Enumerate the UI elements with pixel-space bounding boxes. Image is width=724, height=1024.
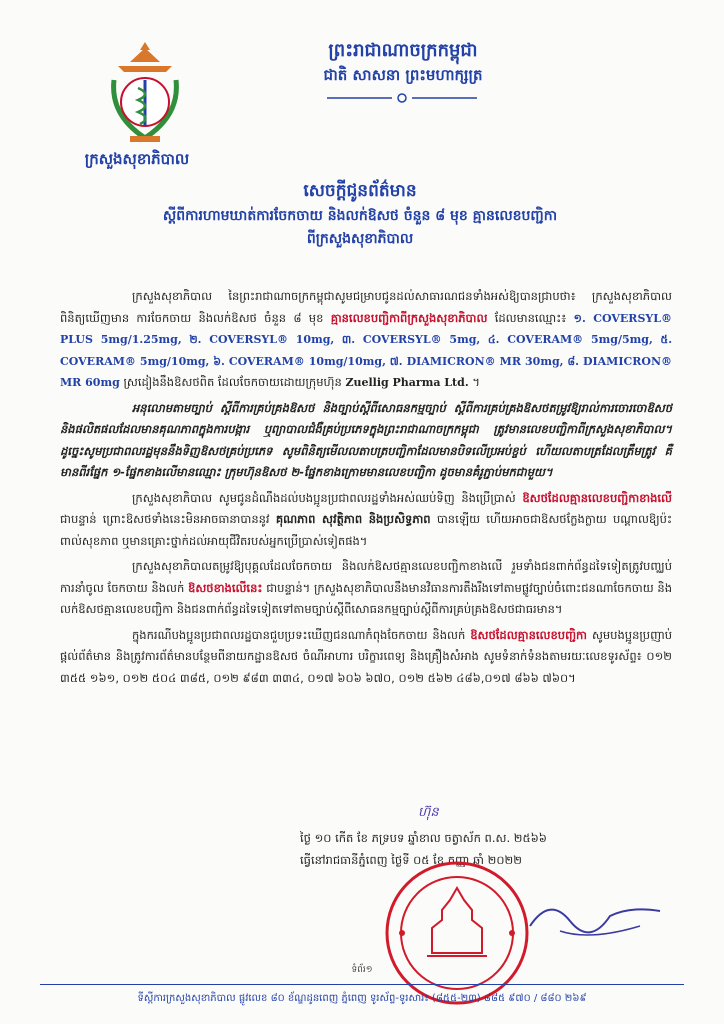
ornament-divider — [322, 92, 482, 104]
product-8: ៨. DIAMICRON® MR 60mg — [60, 354, 673, 389]
lunar-date: ថ្ងៃ ១០ កើត ខែ ភទ្របទ ឆ្នាំខាល ចត្វាស័ក ព.ស. ២៥៦៦ — [300, 831, 547, 845]
paragraph-5: ក្នុងករណីបងប្អូនប្រជាពលរដ្ឋបានជួបប្រទះឃើញជនណាកំពុងចែកចាយ និងលក់ ឱសថដែលគ្មានលេខបញ្ជិកា សូមបងប្អូនប្រញាប់ផ្តល់ព័ត៌មាន និងត្រូវការព័ត៌មានបន្ថែមពីនាយកដ្ឋានឱសថ ចំណីអាហារ បរិក្ខារពេទ្យ និងគ្រឿងសំអាង សូមទំនាក់ទំនងតាមរយៈលេខទូរស័ព្ទ៖ ០១២ ៣៥៥ ១៦១, ០១២ ៥០៤ ៣៨៥, ០១២ ៩៨៣ ៣៣៤, ០១៧ ៦០៦ ៦៧០, ០១២ ៥៦២ ៤៨៦,០១៧ ៨៦៦ ៧៦០។ — [60, 627, 673, 685]
document-body — [60, 286, 672, 693]
title-line-3: ពីក្រសួងសុខាភិបាល — [306, 231, 414, 247]
product-2: ២. COVERSYL® 10mg, — [189, 333, 335, 346]
title-line-1: សេចក្តីជូនព័ត៌មាន — [303, 181, 417, 201]
product-4: ៤. COVERAM® 5mg/5mg, — [487, 333, 653, 346]
signature-icon — [520, 886, 670, 946]
product-7: ៧. DIAMICRON® MR 30mg, — [389, 354, 564, 368]
document-title — [60, 178, 660, 250]
paragraph-3: ក្រសួងសុខាភិបាល សូមជូនដំណឹងដល់បងប្អូនប្រជាពលរដ្ឋទាំងអស់ឈប់ទិញ និងប្រើប្រាស់ ឱសថដែលគ្មានលេខបញ្ជិកាខាងលើ ជាបន្ទាន់ ព្រោះឱសថទាំងនេះមិនអាចធានាបាននូវ គុណភាព សុវត្ថិភាព និងប្រសិទ្ធភាព បានឡើយ ហើយអាចជាឱសថក្លែងក្លាយ បណ្តាលឱ្យប៉ះពាល់សុខភាព ឬមានគ្រោះថ្នាក់ដល់អាយុជីវិតរបស់អ្នកប្រើប្រាស់ទៀតផង។ — [60, 490, 673, 548]
product-6: ៦. COVERAM® 10mg/10mg, — [213, 354, 386, 368]
ministry-name: ក្រសួងសុខាភិបាល — [84, 150, 190, 168]
ministry-emblem-icon — [100, 40, 190, 150]
product-5: ៥. COVERAM® 5mg/10mg, — [60, 333, 673, 368]
footer-address: ទីស្តីការក្រសួងសុខាភិបាល ផ្លូវលេខ ៨០ ខ័ណ្ឌដូនពេញ ភ្នំពេញ ទូរស័ព្ទ-ទូរសារ៖ (៨៥៥-២៣) ៨៨៥ ៩៧០ / ៨៨០ ២៦៩ — [40, 984, 684, 1006]
place-date: ធ្វើនៅរាជធានីភ្នំពេញ ថ្ងៃទី ០៥ ខែ កញ្ញា ឆ្នាំ ២០២២ — [300, 853, 522, 867]
handwritten-initials: ហ៊ុន — [418, 805, 439, 820]
paragraph-1: ក្រសួងសុខាភិបាល នៃព្រះរាជាណាចក្រកម្ពុជាសូមជម្រាបជូនដល់សាធារណជនទាំងអស់ឱ្យបានជ្រាបថា៖ ក្រសួងសុខាភិបាលពិនិត្យឃើញមាន ការចែកចាយ និងលក់ឱសថ ចំនួន ៨ មុខ គ្មានលេខបញ្ជិកាពីក្រសួងសុខាភិបាល ដែលមានឈ្មោះ៖ ១. COVERSYL® PLUS 5mg/1.25mg, ២. COVERSYL® 10mg, ៣. COVERSYL® 5mg, ៤. COVERAM® 5mg/5mg, ៥. COVERAM® 5mg/10mg, ៦. COVERAM® 10mg/10mg, ៧. DIAMICRON® MR 30mg, ៨. DIAMICRON® MR 60mg ស្រដៀងនឹងឱសថពិត ដែលចែកចាយដោយក្រុមហ៊ុន Zuellig Pharma Ltd. ។ — [60, 289, 673, 389]
product-1: ១. COVERSYL® PLUS 5mg/1.25mg, — [60, 311, 672, 346]
paragraph-4: ក្រសួងសុខាភិបាលតម្រូវឱ្យបុគ្គលដែលចែកចាយ និងលក់ឱសថគ្មានលេខបញ្ជិកាខាងលើ រួមទាំងជនពាក់ព័ន្ធដទៃទៀតត្រូវបញ្ឈប់ការនាំចូល ចែកចាយ និងលក់ ឱសថខាងលើនេះ ជាបន្ទាន់។ ក្រសួងសុខាភិបាលនឹងមានវិធានការតឹងរឹងទៅតាមផ្លូវច្បាប់ចំពោះជនណាចែកចាយ និងលក់ឱសថគ្មានលេខបញ្ជិកា និងជនពាក់ព័ន្ធដទៃទៀតទៅតាមច្បាប់ស្តីពីសោធនកម្មច្បាប់ស្តីពីការគ្រប់គ្រងឱសថជាធរមាន។ — [60, 559, 673, 616]
title-line-2: ស្តីពីការហាមឃាត់ការចែកចាយ និងលក់ឱសថ ចំនួន ៨ មុខ គ្មានលេខបញ្ជិកា — [162, 208, 558, 224]
kingdom-heading: ព្រះរាជាណាចក្រកម្ពុជា — [328, 40, 478, 61]
motto-heading: ជាតិ សាសនា ព្រះមហាក្សត្រ — [323, 66, 483, 84]
page-number: ទំព័រ១ — [351, 965, 373, 975]
paragraph-2: អនុលោមតាមច្បាប់ ស្តីពីការគ្រប់គ្រងឱសថ និងច្បាប់ស្តីពីសោធនកម្មច្បាប់ ស្តីពីការគ្រប់គ្រងឱសថតម្រូវឱ្យរាល់ការចោរចោឱសថ និងផលិតផលដែលមានគុណភាពក្នុងការបង្ការ ឬព្យាបាលជំងឺគ្រប់ប្រភេទក្នុងព្រះរាជាណាចក្រកម្ពុជា ត្រូវមានលេខបញ្ជិកាពីក្រសួងសុខាភិបាល។ ដូច្នេះសូមប្រជាពលរដ្ឋមុននឹងទិញឱសថគ្រប់ប្រភេទ សូមពិនិត្យមើលលតាបត្របញ្ជិកាដែលមានបិទលើប្រអប់ខ្ចប់ ហើយលតាបត្រដែលត្រឹមត្រូវ គឺមានពីរផ្នែក ១-ផ្នែកខាងលើមានឈ្មោះ ក្រុមហ៊ុនឱសថ ២-ផ្នែកខាងក្រោមមានលេខបញ្ជិកា ដូចមានគំរូភ្ជាប់មកជាមួយ។ — [60, 400, 672, 479]
product-3: ៣. COVERSYL® 5mg, — [341, 333, 481, 346]
company-name: Zuellig Pharma Ltd. — [345, 376, 469, 389]
